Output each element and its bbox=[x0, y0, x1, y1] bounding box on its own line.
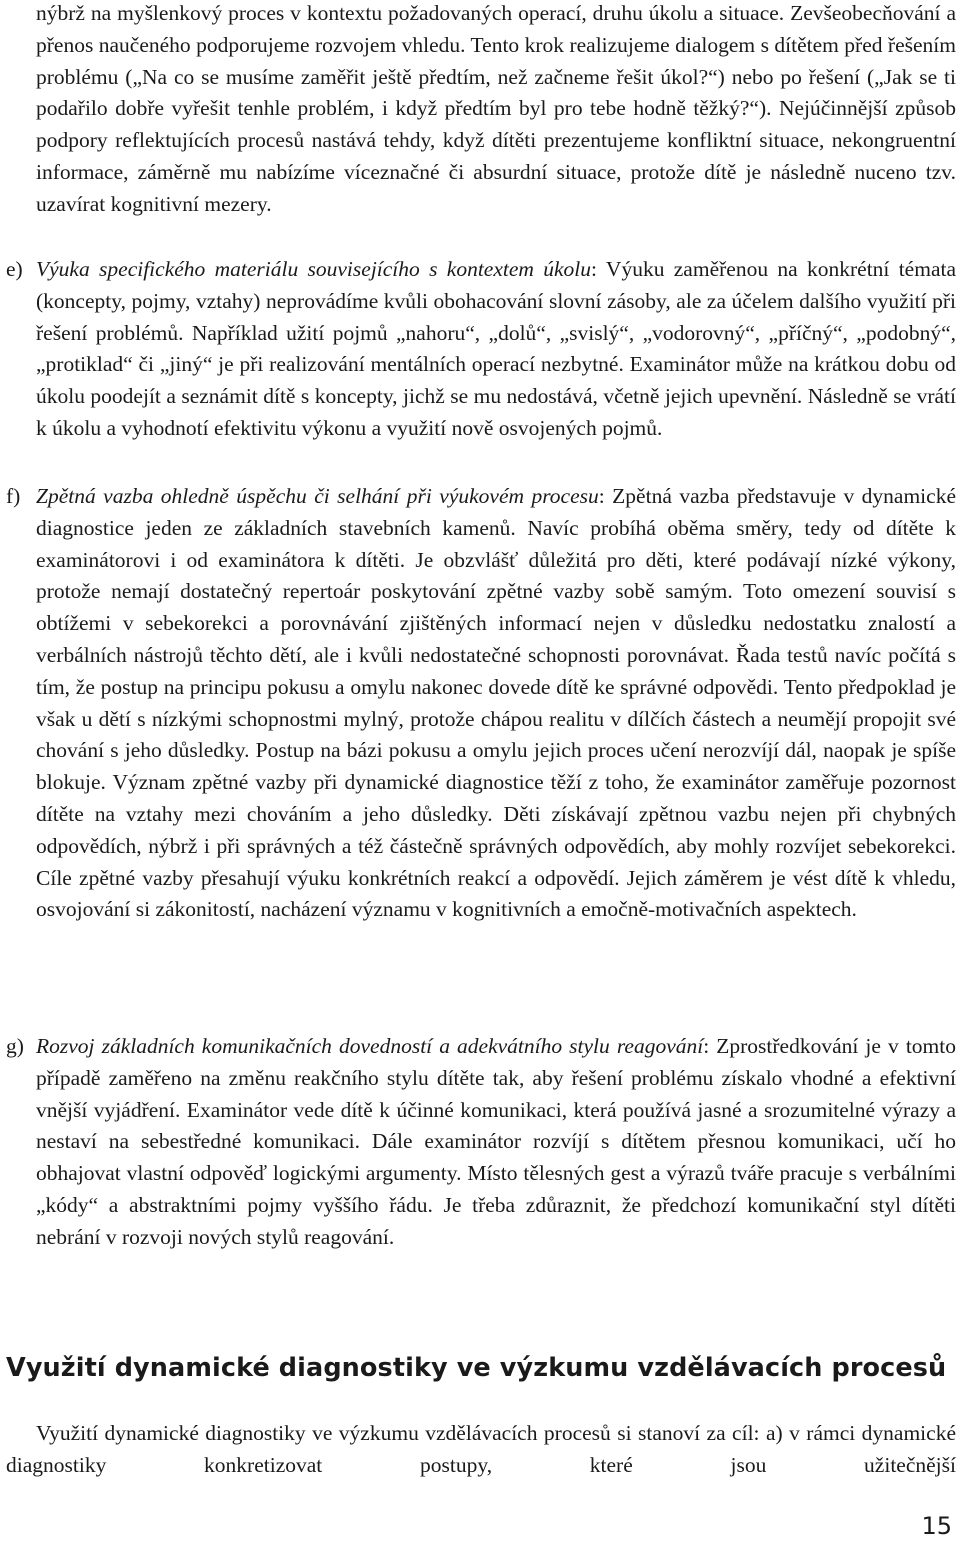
list-item-label: g) bbox=[6, 1034, 24, 1058]
section-paragraph: Využití dynamické diagnostiky ve výzkumu vzdělávacích procesů si stanoví za cíl: a) v rámci dynamické diagnostiky konkretizovat postupy, které jsou užitečnější bbox=[6, 1421, 956, 1477]
list-item-text: : Zpětná vazba představuje v dynamické diagnostice jeden ze základních stavebních kamenů. Navíc probíhá oběma směry, tedy od dítěte k examinátorovi i od examinátora k dítěti. Je obzvlášť důležitá pro děti, které podávají nízké výkony, protože nemají dostatečný repertoár poskytování zpětné vazby sobě samým. Toto omezení souvisí s obtížemi v sebekorekci a porovnávání zjištěných informací nejen v důsledku nedostatku znalostí a verbálních nástrojů těchto dětí, ale i kvůli nedostatečné schopnosti porovnávat. Řada testů navíc počítá s tím, že postup na principu pokusu a omylu nakonec dovede dítě ke správné odpovědi. Tento předpoklad je však u dětí s nízkými schopnostmi mylný, protože chápou realitu v dílčích částech a neumějí propojit své chování s jeho důsledky. Postup na bázi pokusu a omylu jejich proces učení nerozvíjí dál, naopak je spíše blokuje. Význam zpětné vazby při dynamické diagnostice těží z toho, že examinátor zaměřuje pozornost dítěte na vztahy mezi chováním a jeho důsledky. Děti získávají zpětnou vazbu nejen při chybných odpovědích, nýbrž i při správných a též částečně správných odpovědích, aby mohly rozvíjet sebekorekci. Cíle zpětné vazby přesahují výuku konkrétních reakcí a odpovědí. Jejich záměrem je vést dítě k vhledu, osvojování si zákonitostí, nacházení významu v kognitivních a emočně-motivačních aspektech. bbox=[36, 484, 956, 922]
list-item-e bbox=[6, 254, 957, 440]
list-item-title: Zpětná vazba ohledně úspěchu či selhání při výukovém procesu bbox=[36, 484, 599, 508]
list-item-title: Výuka specifického materiálu souvisejícího s kontextem úkolu bbox=[36, 257, 592, 281]
section-heading: Využití dynamické diagnostiky ve výzkumu vzdělávacích procesů bbox=[6, 1353, 947, 1383]
continuation-paragraph: nýbrž na myšlenkový proces v kontextu požadovaných operací, druhu úkolu a situace. Zevšeobecňování a přenos naučeného podporujeme rozvojem vhledu. Tento krok realizujeme dialogem s dítětem před řešením problému („Na co se musíme zaměřit ještě předtím, než začneme řešit úkol?“) nebo po řešení („Jak se ti podařilo dobře vyřešit tenhle problém, i když předtím byl pro tebe hodně těžký?“). Nejúčinnější způsob podpory reflektujících procesů nastává tehdy, když dítěti prezentujeme konfliktní situace, nekongruentní informace, záměrně mu nabízíme víceznačné či absurdní situace, protože dítě je následně nuceno tzv. uzavírat kognitivní mezery. bbox=[36, 1, 956, 216]
list-item-text: : Výuku zaměřenou na konkrétní témata (koncepty, pojmy, vztahy) neprovádíme kvůli obohacování slovní zásoby, ale za účelem dalšího využití při řešení problémů. Například užití pojmů „nahoru“, „dolů“, „svislý“, „vodorovný“, „příčný“, „podobný“, „protiklad“ či „jiný“ je při realizování mentálních operací nezbytné. Examinátor může na krátkou dobu od úkolu poodejít a seznámit dítě s koncepty, jichž se mu nedostává, včetně jejich upevnění. Následně se vrátí k úkolu a vyhodnotí efektivitu výkonu a využití nově osvojených pojmů. bbox=[36, 257, 957, 440]
list-item-g bbox=[6, 1031, 956, 1249]
page-number: 15 bbox=[921, 1512, 952, 1540]
list-item-text: : Zprostředkování je v tomto případě zaměřeno na změnu reakčního stylu dítěte tak, aby řešení problému získalo vhodné a efektivní vnější vyjádření. Examinátor vede dítě k účinné komunikaci, která používá jasné a srozumitelné výrazy a nestaví na sebestředné komunikaci. Dále examinátor rozvíjí s dítětem přesnou komunikaci, učí ho obhajovat vlastní odpověď logickými argumenty. Místo tělesných gest a výrazů tváře pracuje s verbálními „kódy“ a abstraktními pojmy vyššího řádu. Je třeba zdůraznit, že předchozí komunikační styl dítěti nebrání v rozvoji nových stylů reagování. bbox=[36, 1034, 956, 1249]
list-item-f bbox=[6, 481, 956, 922]
list-item-label: e) bbox=[6, 257, 23, 281]
list-item-label: f) bbox=[6, 484, 21, 508]
list-item-title: Rozvoj základních komunikačních dovedností a adekvátního stylu reagování bbox=[36, 1034, 704, 1058]
